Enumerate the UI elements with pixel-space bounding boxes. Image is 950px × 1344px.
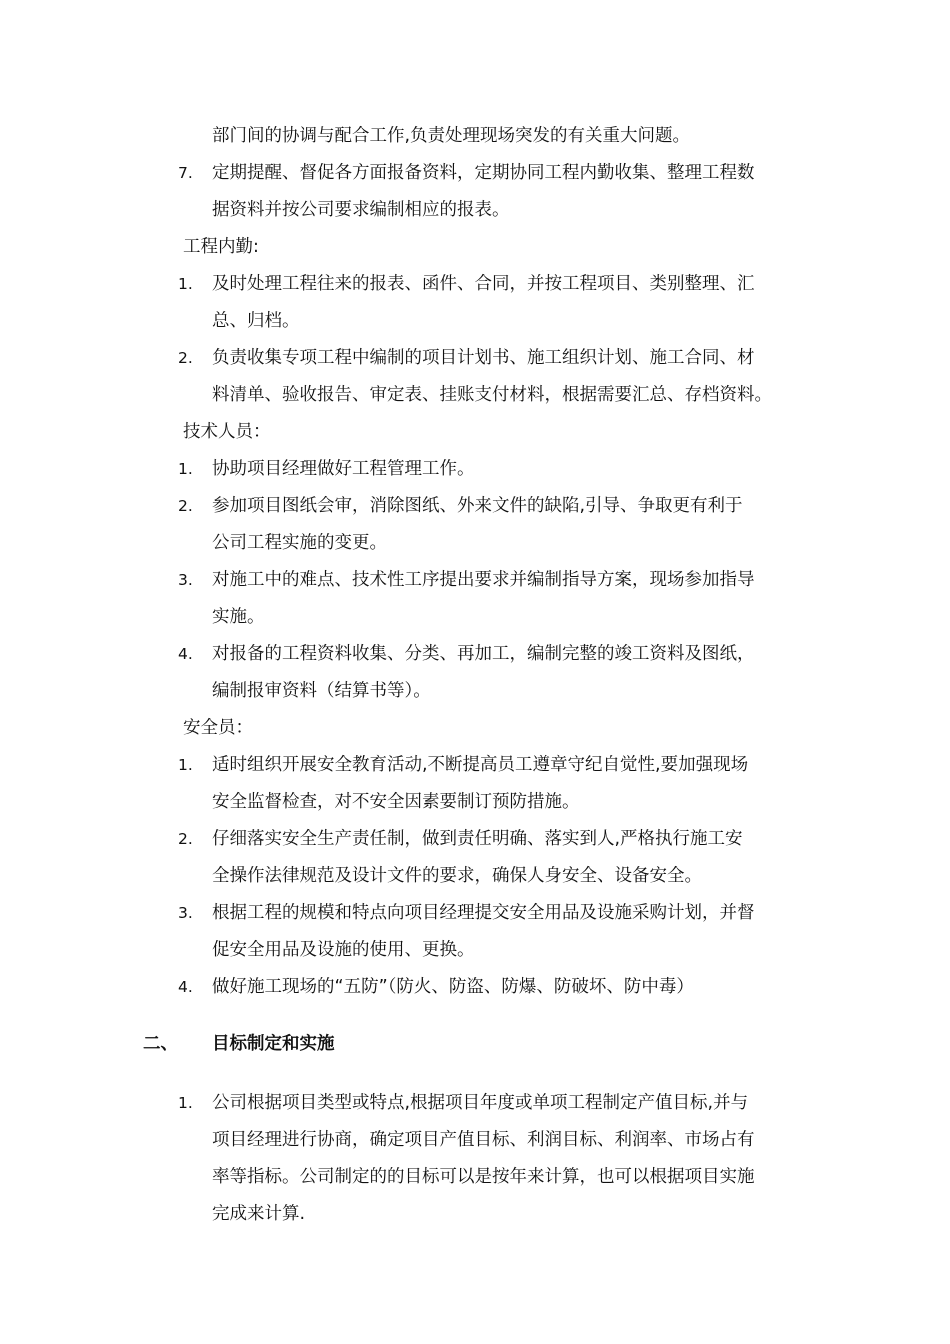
list-text-line: 全操作法律规范及设计文件的要求，确保人身安全、设备安全。 <box>212 866 702 886</box>
list-item <box>0 266 822 340</box>
list-text-line: 对施工中的难点、技术性工序提出要求并编制指导方案，现场参加指导 <box>212 570 755 590</box>
list-text-line: 安全监督检查，对不安全因素要制订预防措施。 <box>212 792 580 812</box>
list-number: 4. <box>178 978 193 996</box>
list-number: 2. <box>178 349 193 367</box>
list-text-line: 公司工程实施的变更。 <box>212 533 387 553</box>
list-item <box>0 1085 822 1233</box>
role-heading-engineering-clerk: 工程内勤: <box>183 237 259 257</box>
list-text-line: 仔细落实安全生产责任制，做到责任明确、落实到人,严格执行施工安 <box>212 829 743 849</box>
list-text-line: 对报备的工程资料收集、分类、再加工，编制完整的竣工资料及图纸， <box>212 644 755 664</box>
list-text-line: 参加项目图纸会审，消除图纸、外来文件的缺陷,引导、争取更有利于 <box>212 496 743 516</box>
role-heading-technical-staff: 技术人员： <box>183 422 271 442</box>
list-text-line: 适时组织开展安全教育活动,不断提高员工遵章守纪自觉性,要加强现场 <box>212 755 749 775</box>
list-text-line: 编制报审资料（结算书等）。 <box>212 681 431 701</box>
continuation-line: 部门间的协调与配合工作,负责处理现场突发的有关重大问题。 <box>212 126 691 146</box>
list-text-line: 公司根据项目类型或特点,根据项目年度或单项工程制定产值目标,并与 <box>212 1093 749 1113</box>
section-number: 二、 <box>143 1034 178 1054</box>
list-text-line: 负责收集专项工程中编制的项目计划书、施工组织计划、施工合同、材 <box>212 348 755 368</box>
list-number: 4. <box>178 645 193 663</box>
list-text-line: 据资料并按公司要求编制相应的报表。 <box>212 200 510 220</box>
list-text-line: 率等指标。公司制定的的目标可以是按年来计算，也可以根据项目实施 <box>212 1167 755 1187</box>
list-number: 3. <box>178 904 193 922</box>
list-text-line: 及时处理工程往来的报表、函件、合同，并按工程项目、类别整理、汇 <box>212 274 755 294</box>
role-heading-safety-officer: 安全员： <box>183 718 253 738</box>
list-item <box>0 821 822 895</box>
list-item <box>0 451 822 488</box>
list-number: 1. <box>178 460 193 478</box>
list-text-line: 协助项目经理做好工程管理工作。 <box>212 459 475 479</box>
list-text-line: 根据工程的规模和特点向项目经理提交安全用品及设施采购计划，并督 <box>212 903 755 923</box>
list-item <box>0 562 822 636</box>
list-item <box>0 969 822 1006</box>
list-number: 1. <box>178 756 193 774</box>
list-item <box>0 340 822 414</box>
list-text-line: 定期提醒、督促各方面报备资料，定期协同工程内勤收集、整理工程数 <box>212 163 755 183</box>
list-number: 1. <box>178 275 193 293</box>
list-text-line: 完成来计算. <box>212 1204 306 1224</box>
list-item <box>0 155 822 229</box>
list-text-line: 料清单、验收报告、审定表、挂账支付材料，根据需要汇总、存档资料。 <box>212 385 772 405</box>
list-item <box>0 747 822 821</box>
list-number: 2. <box>178 830 193 848</box>
list-number: 1. <box>178 1094 193 1112</box>
list-number: 7. <box>178 164 193 182</box>
list-text-line: 做好施工现场的“五防”（防火、防盗、防爆、防破坏、防中毒） <box>212 977 694 997</box>
list-text-line: 项目经理进行协商，确定项目产值目标、利润目标、利润率、市场占有 <box>212 1130 755 1150</box>
section-title: 目标制定和实施 <box>212 1034 335 1054</box>
list-item <box>0 895 822 969</box>
list-text-line: 实施。 <box>212 607 265 627</box>
section-heading-goals <box>0 1026 950 1063</box>
list-number: 3. <box>178 571 193 589</box>
document-page <box>0 118 950 1233</box>
list-text-line: 总、归档。 <box>212 311 300 331</box>
list-number: 2. <box>178 497 193 515</box>
list-text-line: 促安全用品及设施的使用、更换。 <box>212 940 475 960</box>
list-item <box>0 488 822 562</box>
list-item <box>0 636 822 710</box>
